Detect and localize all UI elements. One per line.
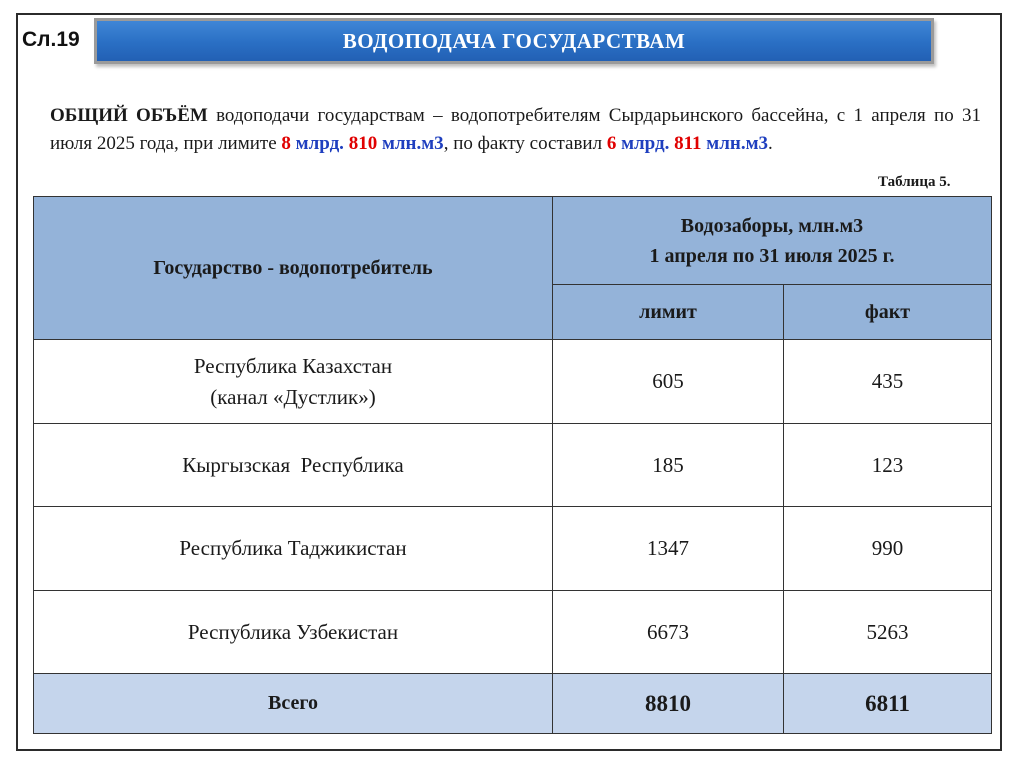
table-row — [34, 507, 992, 591]
fact-million: 811 — [674, 133, 702, 154]
intro-text-1: водоподачи государствам – водопотребителям Сырдарьинского бассейна, с 1 апреля по 31 июля 2025 года, при лимите — [50, 105, 981, 154]
intro-text-2: , по факту составил — [443, 133, 607, 154]
limit-billion: 8 — [281, 133, 291, 154]
intro-lead: ОБЩИЙ ОБЪЁМ — [50, 105, 208, 126]
header-limit: лимит — [553, 285, 784, 340]
fact-billion: 6 — [606, 133, 617, 154]
total-row — [34, 674, 992, 734]
row-limit: 1347 — [553, 507, 784, 591]
header-withdrawals — [553, 197, 992, 285]
page-title: ВОДОПОДАЧА ГОСУДАРСТВАМ — [342, 28, 686, 53]
water-supply-table — [33, 196, 992, 734]
total-label: Всего — [34, 674, 553, 734]
row-limit: 185 — [553, 424, 784, 507]
table-row — [34, 591, 992, 674]
header-withdrawals-line1: Водозаборы, млн.м3 — [680, 214, 864, 237]
fact-billion-unit: млрд. — [616, 133, 675, 154]
table-row — [34, 340, 992, 424]
row-limit: 605 — [553, 340, 784, 424]
row-fact: 435 — [784, 340, 992, 424]
header-state: Государство - водопотребитель — [34, 197, 553, 340]
row-fact: 123 — [784, 424, 992, 507]
row-fact: 990 — [784, 507, 992, 591]
row-state-name: Республика Казахстан (канал «Дустлик») — [34, 340, 553, 424]
total-fact: 6811 — [784, 674, 992, 734]
row-state-name: Республика Узбекистан — [34, 591, 553, 674]
limit-million: 810 — [348, 133, 378, 154]
row-fact: 5263 — [784, 591, 992, 674]
table-row — [34, 424, 992, 507]
title-banner — [94, 18, 934, 64]
limit-million-unit: млн.м3 — [377, 133, 444, 154]
row-state-name: Кыргызская Республика — [34, 424, 553, 507]
header-fact: факт — [784, 285, 992, 340]
limit-billion-unit: млрд. — [290, 133, 349, 154]
header-withdrawals-line2: 1 апреля по 31 июля 2025 г. — [649, 244, 895, 267]
total-limit: 8810 — [553, 674, 784, 734]
table-caption: Таблица 5. — [878, 174, 951, 190]
intro-paragraph — [50, 102, 981, 158]
row-state-name: Республика Таджикистан — [34, 507, 553, 591]
row-limit: 6673 — [553, 591, 784, 674]
slide-number: Сл.19 — [22, 28, 80, 51]
intro-end: . — [768, 133, 773, 154]
fact-million-unit: млн.м3 — [701, 133, 769, 154]
